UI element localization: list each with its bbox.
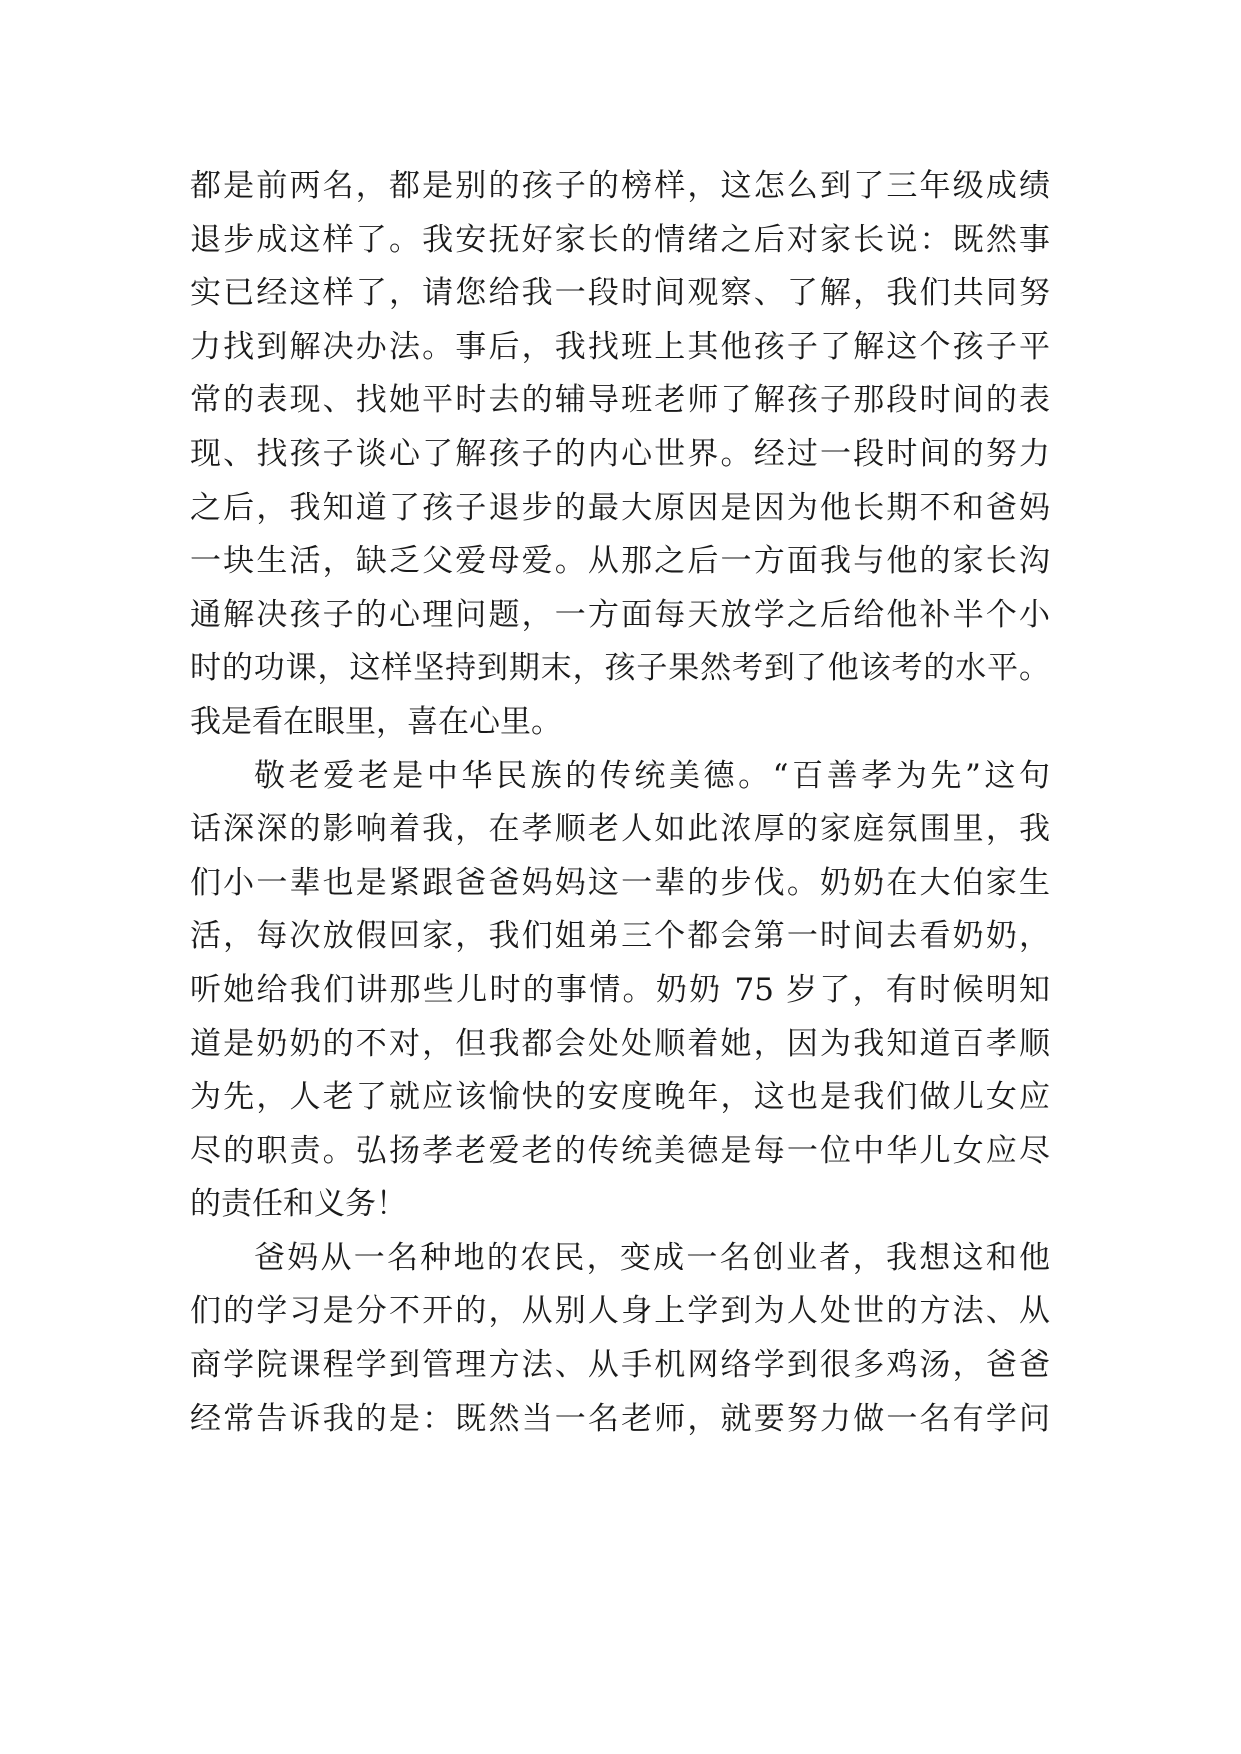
- text-line: 退步成这样了。我安抚好家长的情绪之后对家长说：既然事: [190, 221, 1050, 258]
- text-line: 都是前两名，都是别的孩子的榜样，这怎么到了三年级成绩: [190, 168, 1050, 204]
- text-line: 时的功课，这样坚持到期末，孩子果然考到了他该考的水平。: [190, 650, 1050, 687]
- text-line: 爸妈从一名种地的农民，变成一名创业者，我想这和他: [254, 1239, 1050, 1276]
- text-line: 的责任和义务！: [190, 1186, 407, 1223]
- text-line: 为先，人老了就应该愉快的安度晚年，这也是我们做儿女应: [190, 1079, 1050, 1116]
- text-line: 现、找孩子谈心了解孩子的内心世界。经过一段时间的努力: [190, 435, 1050, 472]
- text-line: 经常告诉我的是：既然当一名老师，就要努力做一名有学问: [190, 1400, 1050, 1437]
- text-line: 尽的职责。弘扬孝老爱老的传统美德是每一位中华儿女应尽: [190, 1132, 1050, 1169]
- text-line: 们小一辈也是紧跟爸爸妈妈这一辈的步伐。奶奶在大伯家生: [190, 864, 1050, 901]
- text-line: 商学院课程学到管理方法、从手机网络学到很多鸡汤，爸爸: [190, 1347, 1050, 1384]
- text-line: 敬老爱老是中华民族的传统美德。“百善孝为先”这句: [254, 757, 1050, 794]
- text-line: 们的学习是分不开的，从别人身上学到为人处世的方法、从: [190, 1293, 1050, 1330]
- text-line: 力找到解决办法。事后，我找班上其他孩子了解这个孩子平: [190, 328, 1050, 365]
- text-line: 话深深的影响着我，在孝顺老人如此浓厚的家庭氛围里，我: [190, 811, 1050, 848]
- text-line: 道是奶奶的不对，但我都会处处顺着她，因为我知道百孝顺: [190, 1025, 1050, 1062]
- text-line: 一块生活，缺乏父爱母爱。从那之后一方面我与他的家长沟: [190, 543, 1050, 580]
- document-body: [190, 160, 1050, 1446]
- text-line: 听她给我们讲那些儿时的事情。奶奶 75 岁了，有时候明知: [190, 971, 1050, 1008]
- text-line: 我是看在眼里，喜在心里。: [190, 703, 562, 740]
- text-line: 活，每次放假回家，我们姐弟三个都会第一时间去看奶奶，: [190, 918, 1050, 955]
- text-line: 实已经这样了，请您给我一段时间观察、了解，我们共同努: [190, 275, 1050, 312]
- text-line: 之后，我知道了孩子退步的最大原因是因为他长期不和爸妈: [190, 489, 1050, 526]
- text-line: 通解决孩子的心理问题，一方面每天放学之后给他补半个小: [190, 596, 1050, 633]
- text-line: 常的表现、找她平时去的辅导班老师了解孩子那段时间的表: [190, 382, 1050, 419]
